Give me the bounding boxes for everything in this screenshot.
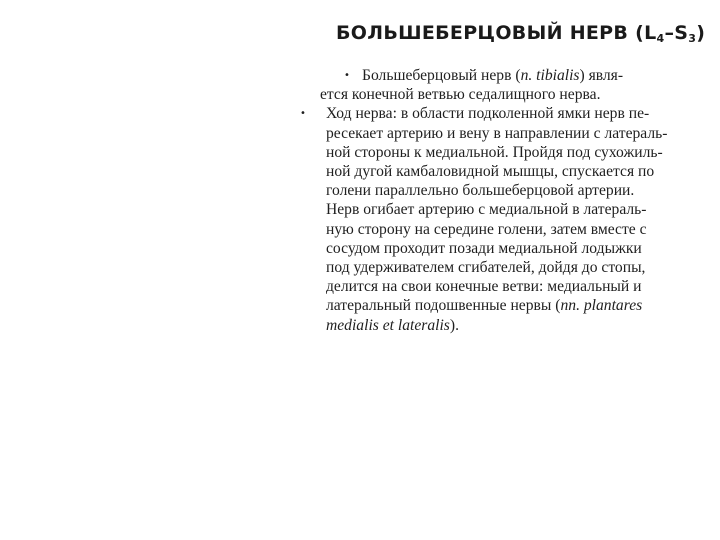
- paragraph-course: [300, 104, 690, 334]
- title-text: БОЛЬШЕБЕРЦОВЫЙ НЕРВ (L: [336, 22, 657, 44]
- text-line: [300, 296, 690, 315]
- text-line: под удерживателем сгибателей, дойдя до стопы,: [326, 259, 646, 277]
- text-line: [300, 316, 690, 335]
- title-subscript-start: 4: [656, 32, 665, 45]
- bullet-icon: •: [344, 70, 350, 81]
- title-text-close: ): [696, 22, 706, 44]
- text-fragment: латеральный подошвенные нервы (: [326, 297, 561, 315]
- text-line: ной дугой камбаловидной мышцы, спускается по: [326, 163, 655, 181]
- latin-term: n. tibialis: [520, 67, 580, 84]
- latin-term: nn. plantares: [560, 297, 643, 315]
- body-text: [300, 66, 690, 335]
- paragraph-definition: [300, 66, 690, 104]
- text-fragment: ).: [449, 316, 459, 334]
- text-line: ется конечной ветвью седалищного нерва.: [320, 86, 601, 104]
- title-subscript-end: 3: [688, 32, 697, 45]
- text-line: [300, 66, 690, 85]
- text-line: сосудом проходит позади медиальной лодыжки: [326, 239, 642, 257]
- text-line: [300, 104, 690, 123]
- title-text-mid: –S: [664, 22, 689, 44]
- text-fragment: ) явля-: [579, 67, 624, 84]
- text-line: Нерв огибает артерию с медиальной в латераль-: [326, 201, 647, 219]
- text-line: ную сторону на середине голени, затем вместе с: [326, 220, 647, 238]
- text-line: ресекает артерию и вену в направлении с латераль-: [326, 124, 668, 142]
- text-line: делится на свои конечные ветви: медиальный и: [326, 278, 642, 296]
- bullet-icon: •: [300, 108, 306, 120]
- slide-title: [336, 22, 705, 45]
- latin-term: medialis et lateralis: [326, 316, 450, 334]
- text-fragment: Ход нерва: в области подколенной ямки нерв пе-: [326, 105, 650, 123]
- text-line: ной стороны к медиальной. Пройдя под сухожиль-: [326, 143, 663, 161]
- text-line: голени параллельно большеберцовой артерии.: [326, 182, 635, 200]
- text-fragment: Большеберцовый нерв (: [362, 67, 521, 84]
